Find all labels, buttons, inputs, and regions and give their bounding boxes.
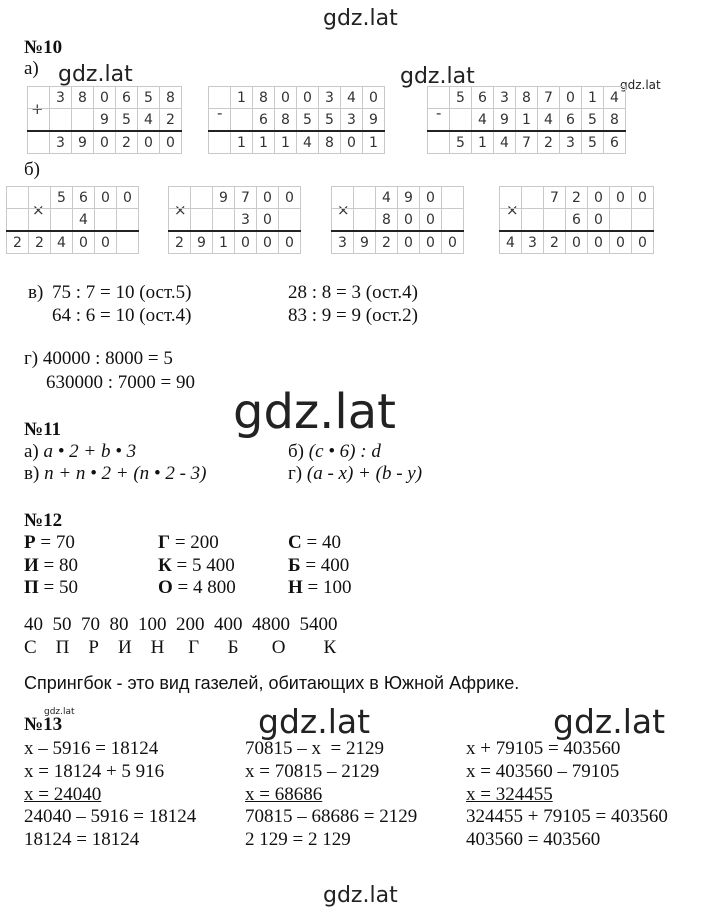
grid-row [28,131,182,154]
task-11-g [288,463,422,485]
expression: (a - x) + (b - y) [306,463,423,484]
digit-cell: 3 [235,209,257,232]
value: = 70 [40,532,75,553]
digit-cell: 0 [588,209,610,232]
digit-cell: 0 [610,187,632,209]
value: = 200 [174,532,219,553]
value: = 40 [306,532,341,553]
equation-check: 24040 – 5916 = 18124 [24,806,197,827]
digit-cell [610,209,632,232]
digit-cell: 0 [442,231,464,254]
digit-cell: 4 [138,109,160,132]
digit-cell [191,187,213,209]
digit-cell: 0 [138,131,160,154]
task-10-heading: №10 [24,37,63,58]
task-10-a-label: а) [24,58,39,79]
letter: П [24,577,39,598]
plus-sign: + [31,100,44,118]
digit-cell: 8 [72,87,94,109]
digit-cell [29,209,51,232]
digit-cell [95,209,117,232]
digit-cell: 8 [275,109,297,132]
equation-line: х = 70815 – 2129 [245,761,380,782]
equation-check: 70815 – 68686 = 2129 [245,806,418,827]
digit-cell: 8 [516,87,538,109]
digit-cell: 3 [522,231,544,254]
grid-row [500,187,654,209]
numbers-line: 40 50 70 80 100 200 400 4800 5400 [24,614,338,635]
digit-cell: 2 [538,131,560,154]
grid-row [428,109,626,132]
digit-cell [7,209,29,232]
letter: Г [158,532,171,553]
digit-cell: 5 [319,109,341,132]
digit-cell: 3 [494,87,516,109]
column-subtraction-2 [427,86,626,154]
column-multiplication-2 [168,186,301,254]
digit-cell [29,187,51,209]
letter-value [158,532,219,554]
grid-row [7,187,139,209]
grid-row [209,131,385,154]
letter-value [158,577,236,599]
digit-cell: 9 [94,109,116,132]
digit-cell: 0 [94,131,116,154]
digit-cell [332,209,354,232]
digit-cell [522,209,544,232]
grid-row [28,109,182,132]
digit-cell: 1 [231,131,253,154]
grid-row [332,209,464,232]
letter: Б [288,555,301,576]
grid-row [169,209,301,232]
digit-cell [354,209,376,232]
equation-answer: х = 24040 [24,784,102,805]
digit-cell: 0 [160,131,182,154]
digit-cell: 0 [610,231,632,254]
digit-cell: 6 [116,87,138,109]
division-line: 75 : 7 = 10 (ост.5) [52,282,192,303]
letter-value [24,532,75,554]
division-line: 28 : 8 = 3 (ост.4) [288,282,418,303]
digit-cell: 6 [253,109,275,132]
digit-cell: 6 [604,131,626,154]
digit-cell [50,109,72,132]
column-addition [27,86,182,154]
digit-cell [428,87,450,109]
equation-line: х = 403560 – 79105 [466,761,620,782]
equation-check: 324455 + 79105 = 403560 [466,806,668,827]
grid-row [428,87,626,109]
digit-cell: 0 [275,87,297,109]
digit-cell: 7 [235,187,257,209]
letter: С [288,532,302,553]
equation-line: х – 5916 = 18124 [24,738,159,759]
watermark: gdz.lat [44,707,75,717]
digit-cell: 0 [632,231,654,254]
watermark: gdz.lat [58,62,133,87]
digit-cell: 6 [73,187,95,209]
digit-cell: 0 [632,187,654,209]
digit-cell: 0 [560,87,582,109]
digit-cell: 0 [588,231,610,254]
digit-cell: 2 [29,231,51,254]
digit-cell: 2 [376,231,398,254]
digit-cell: 4 [538,109,560,132]
task-10-b-label: б) [24,159,40,180]
watermark-bottom: gdz.lat [323,883,398,908]
digit-cell: 0 [95,231,117,254]
column-multiplication-1 [6,186,139,254]
digit-cell: 0 [73,231,95,254]
item-label: б) [288,441,304,462]
value: = 50 [43,577,78,598]
digit-cell: 8 [604,109,626,132]
digit-cell: 5 [582,109,604,132]
digit-cell: 0 [588,187,610,209]
digit-cell: 0 [117,187,139,209]
equation-line: х + 79105 = 403560 [466,738,621,759]
digit-cell: 0 [257,231,279,254]
digit-cell: 1 [363,131,385,154]
digit-cell: 4 [472,109,494,132]
digit-cell: 1 [472,131,494,154]
digit-cell: 0 [94,87,116,109]
digit-cell: 9 [494,109,516,132]
letter: О [158,577,173,598]
digit-cell [28,131,50,154]
digit-cell: 0 [235,231,257,254]
equation-check: 2 129 = 2 129 [245,829,351,850]
letter: Р [24,532,36,553]
value: = 80 [43,555,78,576]
digit-cell [428,109,450,132]
digit-cell: 2 [169,231,191,254]
digit-cell: 9 [398,187,420,209]
times-sign: × [174,201,187,219]
digit-cell: 0 [341,131,363,154]
digit-cell: 8 [319,131,341,154]
times-sign: × [506,201,519,219]
task-11-a [24,441,136,463]
equation-answer: х = 68686 [245,784,323,805]
digit-cell: 0 [297,87,319,109]
expression: n + n • 2 + (n • 2 - 3) [44,463,207,484]
digit-cell: 0 [363,87,385,109]
digit-cell: 0 [566,231,588,254]
digit-cell: 4 [51,231,73,254]
digit-cell [354,187,376,209]
digit-cell: 5 [582,131,604,154]
equation-line: х = 18124 + 5 916 [24,761,165,782]
digit-cell: 3 [50,131,72,154]
digit-cell: 4 [500,231,522,254]
digit-cell [632,209,654,232]
digit-cell [28,109,50,132]
grid-row [169,231,301,254]
digit-cell: 4 [604,87,626,109]
digit-cell: 2 [7,231,29,254]
task-11-heading: №11 [24,419,62,440]
digit-cell: 1 [213,231,235,254]
digit-cell [442,209,464,232]
digit-cell [428,131,450,154]
watermark-large: gdz.lat [233,384,396,440]
digit-cell [28,87,50,109]
digit-cell: 0 [95,187,117,209]
equation-line: 70815 – х = 2129 [245,738,384,759]
letter-value [24,577,78,599]
digit-cell: 1 [516,109,538,132]
value: = 4 800 [177,577,236,598]
digit-cell: 7 [544,187,566,209]
digit-cell: 0 [279,187,301,209]
grid-row [500,231,654,254]
digit-cell: 5 [138,87,160,109]
grid-row [428,131,626,154]
division-line: 630000 : 7000 = 90 [46,372,195,393]
digit-cell [522,187,544,209]
digit-cell: 9 [191,231,213,254]
column-multiplication-4 [499,186,654,254]
equation-answer: х = 324455 [466,784,553,805]
digit-cell: 8 [253,87,275,109]
digit-cell [500,209,522,232]
digit-cell: 2 [566,187,588,209]
digit-cell [72,109,94,132]
grid-row [7,209,139,232]
grid-row [209,87,385,109]
digit-cell: 9 [363,109,385,132]
digit-cell: 0 [279,231,301,254]
digit-cell: 4 [494,131,516,154]
digit-cell: 4 [376,187,398,209]
watermark: gdz.lat [258,702,371,741]
grid-row [7,231,139,254]
digit-cell [213,209,235,232]
watermark-top: gdz.lat [323,6,398,31]
digit-cell [191,209,213,232]
division-line: 64 : 6 = 10 (ост.4) [52,305,192,326]
digit-cell: 6 [472,87,494,109]
digit-cell: 0 [398,231,420,254]
digit-cell [209,109,231,132]
digit-cell [169,209,191,232]
item-label: а) [24,441,39,462]
digit-cell: 9 [213,187,235,209]
letter-value [288,577,352,599]
letter-value [158,555,235,577]
letter: К [158,555,172,576]
digit-cell: 0 [257,209,279,232]
letter-value [288,555,349,577]
division-line: г) 40000 : 8000 = 5 [24,348,173,369]
digit-cell: 4 [341,87,363,109]
grid-row [332,231,464,254]
value: = 5 400 [176,555,235,576]
letter: И [24,555,39,576]
digit-cell: 1 [253,131,275,154]
digit-cell: 3 [341,109,363,132]
digit-cell: 4 [73,209,95,232]
value: = 100 [307,577,352,598]
digit-cell: 0 [420,231,442,254]
digit-cell [500,187,522,209]
digit-cell: 7 [538,87,560,109]
digit-cell: 7 [516,131,538,154]
digit-cell: 5 [51,187,73,209]
answer-sentence: Спрингбок - это вид газелей, обитающих в Южной Африке. [24,673,520,693]
grid-row [500,209,654,232]
letter: Н [288,577,303,598]
digit-cell: 2 [544,231,566,254]
grid-row [169,187,301,209]
digit-cell [51,209,73,232]
column-subtraction-1 [208,86,385,154]
grid-row [28,87,182,109]
digit-cell: 3 [319,87,341,109]
digit-cell [117,231,139,254]
digit-cell: 1 [275,131,297,154]
digit-cell: 1 [582,87,604,109]
digit-cell: 4 [297,131,319,154]
digit-cell: 0 [398,209,420,232]
digit-cell: 6 [566,209,588,232]
digit-cell: 3 [560,131,582,154]
letter-value [288,532,341,554]
digit-cell: 6 [560,109,582,132]
expression: a • 2 + b • 3 [43,441,137,462]
watermark: gdz.lat [553,702,666,741]
digit-cell: 5 [450,131,472,154]
digit-cell: 0 [257,187,279,209]
column-multiplication-3 [331,186,464,254]
digit-cell: 5 [450,87,472,109]
equation-check: 18124 = 18124 [24,829,140,850]
digit-cell [209,131,231,154]
digit-cell [231,109,253,132]
digit-cell [117,209,139,232]
digit-cell: 5 [297,109,319,132]
digit-cell [7,187,29,209]
digit-cell [544,209,566,232]
digit-cell: 8 [160,87,182,109]
digit-cell: 2 [160,109,182,132]
letters-line: С П Р И Н Г Б О К [24,637,337,658]
letter-value [24,555,78,577]
task-13-heading: №13 [24,714,63,735]
task-12-heading: №12 [24,510,63,531]
digit-cell: 3 [50,87,72,109]
digit-cell: 9 [72,131,94,154]
digit-cell [332,187,354,209]
minus-sign: - [217,104,223,122]
digit-cell [279,209,301,232]
digit-cell [209,87,231,109]
digit-cell: 5 [116,109,138,132]
digit-cell: 3 [332,231,354,254]
digit-cell: 2 [116,131,138,154]
expression: (c • 6) : d [308,441,381,462]
watermark: gdz.lat [620,78,661,92]
grid-row [332,187,464,209]
digit-cell [169,187,191,209]
task-11-v [24,463,207,485]
digit-cell: 0 [420,187,442,209]
digit-cell [450,109,472,132]
times-sign: × [32,201,45,219]
times-sign: × [337,201,350,219]
item-label: г) [288,463,303,484]
watermark: gdz.lat [400,64,475,89]
digit-cell: 0 [420,209,442,232]
digit-cell [442,187,464,209]
task-10-v-label: в) [28,282,44,303]
digit-cell: 8 [376,209,398,232]
grid-row [209,109,385,132]
digit-cell: 9 [354,231,376,254]
digit-cell: 1 [231,87,253,109]
division-line: 83 : 9 = 9 (ост.2) [288,305,418,326]
value: = 400 [305,555,350,576]
equation-check: 403560 = 403560 [466,829,601,850]
minus-sign: - [436,104,442,122]
task-11-b [288,441,381,463]
item-label: в) [24,463,40,484]
